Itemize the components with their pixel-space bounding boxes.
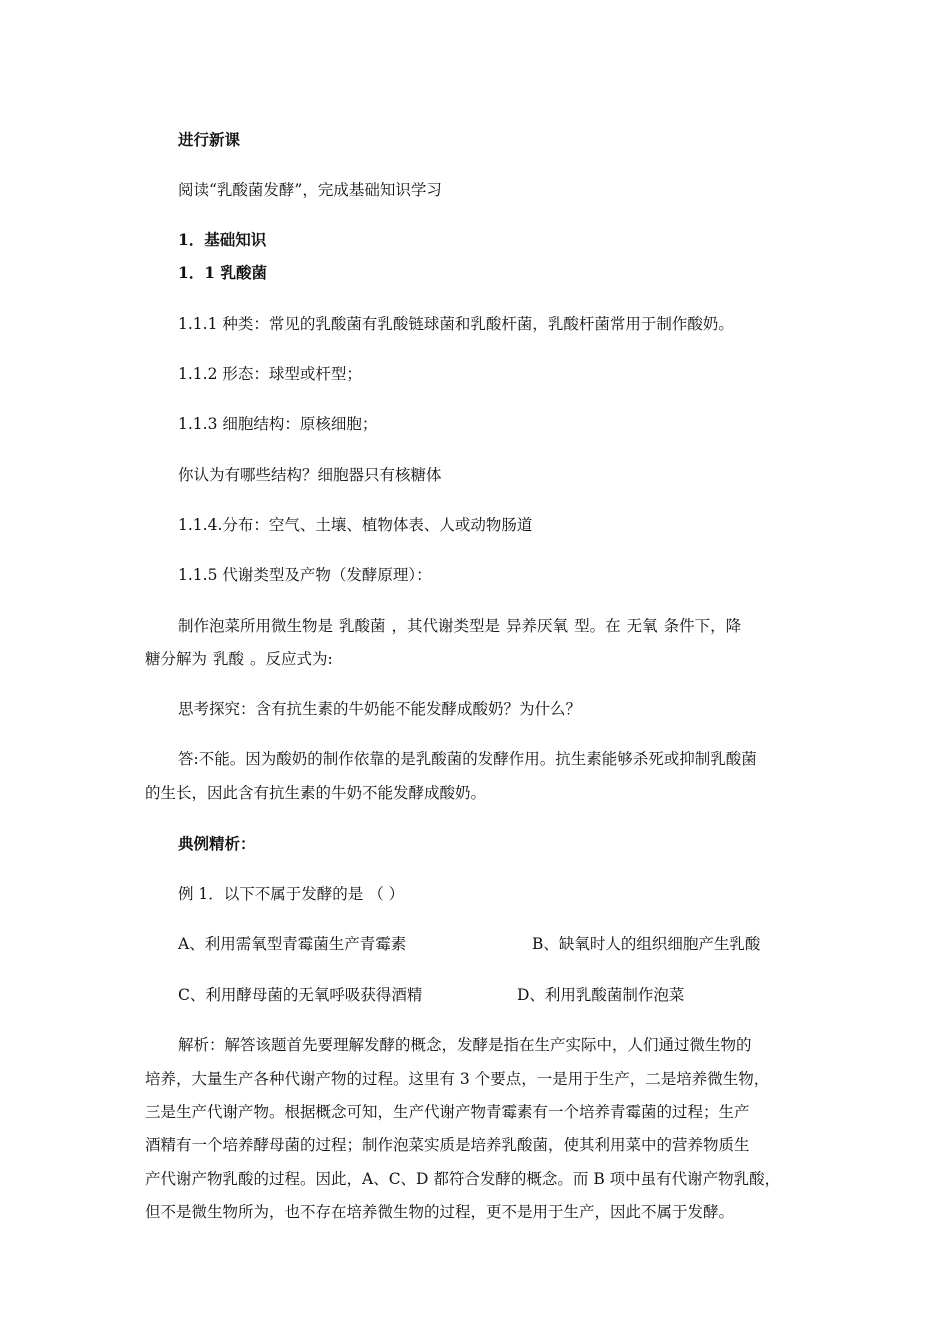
- section-basic-knowledge-title: 1．基础知识: [178, 230, 267, 249]
- think-question: 思考探究：含有抗生素的牛奶能不能发酵成酸奶？为什么？: [178, 700, 582, 718]
- section-lactobacillus-title: 1．1 乳酸菌: [178, 263, 267, 282]
- fill-blank-product: 乳酸: [213, 650, 245, 668]
- analysis-line: 产代谢产物乳酸的过程。因此，A、C、D 都符合发酵的概念。而 B 项中虽有代谢产物乳酸，: [145, 1170, 781, 1188]
- item-distribution: 1.1.4.分布：空气、土壤、植物体表、人或动物肠道: [178, 516, 533, 534]
- fill-text: 条件下，降: [663, 617, 742, 635]
- option-b: B、缺氧时人的组织细胞产生乳酸: [532, 935, 761, 953]
- analysis-line: 解析：解答该题首先要理解发酵的概念，发酵是指在生产实际中，人们通过微生物的: [178, 1036, 752, 1054]
- option-d: D、利用乳酸菌制作泡菜: [517, 986, 685, 1004]
- example-question: 例 1．以下不属于发酵的是 （ ）: [178, 885, 405, 903]
- intro-text: 阅读“乳酸菌发酵”，完成基础知识学习: [178, 181, 442, 199]
- item-cell-structure: 1.1.3 细胞结构：原核细胞；: [178, 415, 378, 433]
- fill-text: 制作泡菜所用微生物是: [178, 617, 334, 635]
- fill-blank-metabolism-type: 异养厌氧: [506, 617, 569, 635]
- example-title: 典例精析：: [178, 834, 256, 853]
- analysis-line: 三是生产代谢产物。根据概念可知，生产代谢产物青霉素有一个培养青霉菌的过程；生产: [145, 1103, 750, 1121]
- fill-blank-condition: 无氧: [626, 617, 658, 635]
- answer-line-2: 的生长，因此含有抗生素的牛奶不能发酵成酸奶。: [145, 784, 487, 802]
- option-a: A、利用需氧型青霉菌生产青霉素: [178, 935, 407, 953]
- fill-in-line-1: [178, 616, 741, 636]
- fill-blank-microbe: 乳酸菌: [339, 617, 386, 635]
- fill-text: 糖分解为: [145, 650, 208, 668]
- fill-in-line-2: [145, 649, 333, 669]
- heading-new-lesson: 进行新课: [178, 130, 241, 149]
- fill-text: 型。在: [574, 617, 621, 635]
- item-question-structure: 你认为有哪些结构？细胞器只有核糖体: [178, 466, 442, 484]
- analysis-line: 酒精有一个培养酵母菌的过程；制作泡菜实质是培养乳酸菌，使其利用菜中的营养物质生: [145, 1136, 750, 1154]
- answer-line-1: 答:不能。因为酸奶的制作依靠的是乳酸菌的发酵作用。抗生素能够杀死或抑制乳酸菌: [178, 750, 757, 768]
- item-shape: 1.1.2 形态：球型或杆型；: [178, 365, 362, 383]
- item-kind: 1.1.1 种类：常见的乳酸菌有乳酸链球菌和乳酸杆菌，乳酸杆菌常用于制作酸奶。: [178, 315, 734, 333]
- analysis-line: 但不是微生物所为，也不存在培养微生物的过程，更不是用于生产，因此不属于发酵。: [145, 1203, 735, 1221]
- item-metabolism: 1.1.5 代谢类型及产物（发酵原理）：: [178, 566, 432, 584]
- fill-text: ，其代谢类型是: [391, 617, 501, 635]
- fill-text: 。反应式为:: [250, 650, 333, 668]
- option-c: C、利用酵母菌的无氧呼吸获得酒精: [178, 986, 423, 1004]
- analysis-line: 培养，大量生产各种代谢产物的过程。这里有 3 个要点，一是用于生产，二是培养微生物，: [145, 1070, 770, 1088]
